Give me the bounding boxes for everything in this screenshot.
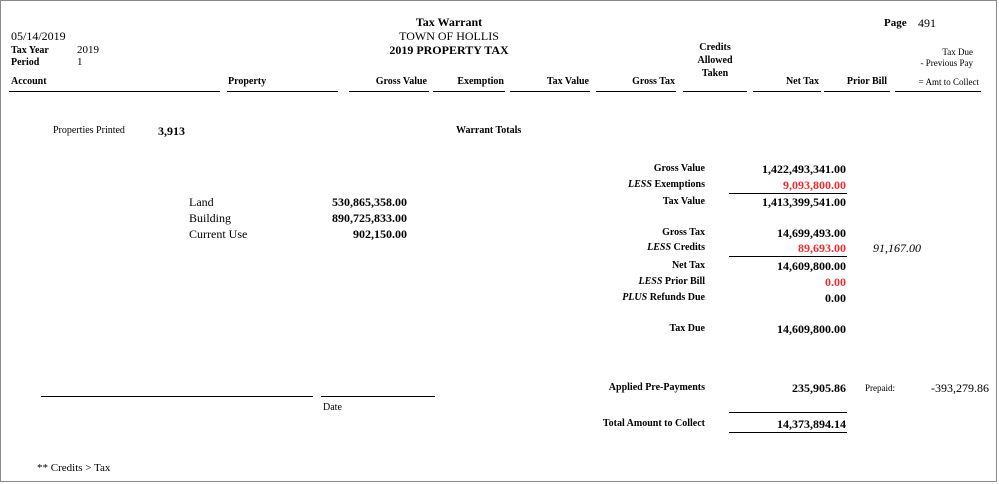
totals-gross-tax: 14,699,493.00 — [777, 226, 846, 240]
exemptions-rule — [729, 193, 847, 194]
col-gross-value-rule — [349, 91, 429, 92]
town-name: TOWN OF HOLLIS — [399, 29, 499, 43]
totals-net-tax-label: Net Tax — [671, 260, 705, 271]
totals-credits-side: 91,167.00 — [873, 241, 921, 255]
total-rule-bottom — [729, 432, 847, 433]
col-gross-tax: Gross Tax — [632, 76, 675, 87]
totals-less-credits-label — [555, 242, 705, 253]
totals-prepaid: -393,279.86 — [931, 381, 989, 395]
col-property: Property — [228, 76, 267, 87]
totals-prior-bill: 0.00 — [825, 275, 846, 289]
totals-tax-due-label: Tax Due — [669, 323, 705, 334]
col-tax-due-line1: Tax Due — [942, 47, 973, 57]
totals-less-exemptions-label — [555, 179, 705, 190]
page-number: 491 — [918, 16, 936, 30]
totals-prepaid-label: Prepaid: — [865, 383, 895, 393]
less-exemptions-prefix: LESS — [628, 179, 652, 190]
totals-plus-refunds-label — [555, 292, 705, 303]
totals-exemptions: 9,093,800.00 — [783, 178, 846, 192]
col-tax-due-line3: = Amt to Collect — [918, 77, 979, 87]
col-account: Account — [11, 76, 47, 87]
tax-year-label: Tax Year — [11, 45, 49, 56]
col-tax-due-rule — [895, 91, 981, 92]
totals-applied-label: Applied Pre-Payments — [608, 382, 705, 393]
plus-refunds-text: Refunds Due — [649, 292, 705, 303]
total-rule-top — [729, 412, 847, 413]
breakdown-current-use-value: 902,150.00 — [353, 227, 407, 241]
signature-line — [41, 396, 313, 397]
col-credits-line2: Allowed — [697, 55, 733, 66]
totals-gross-tax-label: Gross Tax — [662, 227, 705, 238]
period-value: 1 — [77, 56, 83, 68]
col-property-rule — [227, 91, 338, 92]
totals-net-tax: 14,609,800.00 — [777, 259, 846, 273]
less-prior-text: Prior Bill — [664, 276, 705, 287]
breakdown-building-value: 890,725,833.00 — [332, 211, 407, 225]
credits-rule — [729, 256, 847, 257]
breakdown-land-label: Land — [189, 195, 214, 209]
warrant-totals-label: Warrant Totals — [456, 125, 522, 136]
less-prior-prefix: LESS — [638, 276, 663, 287]
totals-refunds-due: 0.00 — [825, 291, 846, 305]
col-credits-rule — [683, 91, 747, 92]
breakdown-current-use-label: Current Use — [189, 227, 248, 241]
report-title: Tax Warrant — [415, 15, 483, 29]
totals-tax-value-label: Tax Value — [662, 196, 705, 207]
col-tax-value: Tax Value — [546, 76, 589, 87]
col-tax-value-rule — [510, 91, 590, 92]
totals-gross-value-label: Gross Value — [653, 163, 705, 174]
report-subtitle: 2019 PROPERTY TAX — [389, 43, 509, 57]
col-credits-line3: Taken — [701, 68, 729, 79]
date-line — [321, 396, 435, 397]
breakdown-land-value: 530,865,358.00 — [332, 195, 407, 209]
totals-applied: 235,905.86 — [792, 381, 846, 395]
less-credits-prefix: LESS — [647, 242, 672, 253]
col-credits-line1: Credits — [699, 42, 731, 53]
totals-less-prior-label — [555, 276, 705, 287]
col-prior-bill-rule — [824, 91, 890, 92]
col-exemption: Exemption — [457, 76, 504, 87]
col-gross-value: Gross Value — [375, 76, 427, 87]
breakdown-building-label: Building — [189, 211, 232, 225]
page-label: Page — [884, 17, 907, 29]
col-gross-tax-rule — [596, 91, 676, 92]
footnote: ** Credits > Tax — [37, 462, 111, 474]
date-label: Date — [323, 402, 342, 413]
col-tax-due-line2: - Previous Pay — [920, 58, 973, 68]
report-date: 05/14/2019 — [11, 29, 66, 43]
totals-credits: 89,693.00 — [798, 241, 846, 255]
totals-total: 14,373,894.14 — [777, 417, 846, 431]
totals-gross-value: 1,422,493,341.00 — [762, 162, 846, 176]
col-exemption-rule — [433, 91, 505, 92]
col-net-tax-rule — [753, 91, 821, 92]
less-exemptions-text: Exemptions — [654, 179, 705, 190]
period-label: Period — [11, 57, 40, 68]
totals-total-label: Total Amount to Collect — [602, 418, 705, 429]
properties-printed-label: Properties Printed — [53, 125, 125, 136]
totals-tax-due: 14,609,800.00 — [777, 322, 846, 336]
col-account-rule — [9, 91, 220, 92]
totals-tax-value: 1,413,399,541.00 — [762, 195, 846, 209]
tax-year-value: 2019 — [77, 44, 99, 56]
plus-refunds-prefix: PLUS — [622, 292, 648, 303]
col-prior-bill: Prior Bill — [846, 76, 887, 87]
properties-printed-value: 3,913 — [158, 124, 185, 138]
col-net-tax: Net Tax — [785, 76, 819, 87]
less-credits-text: Credits — [673, 242, 705, 253]
